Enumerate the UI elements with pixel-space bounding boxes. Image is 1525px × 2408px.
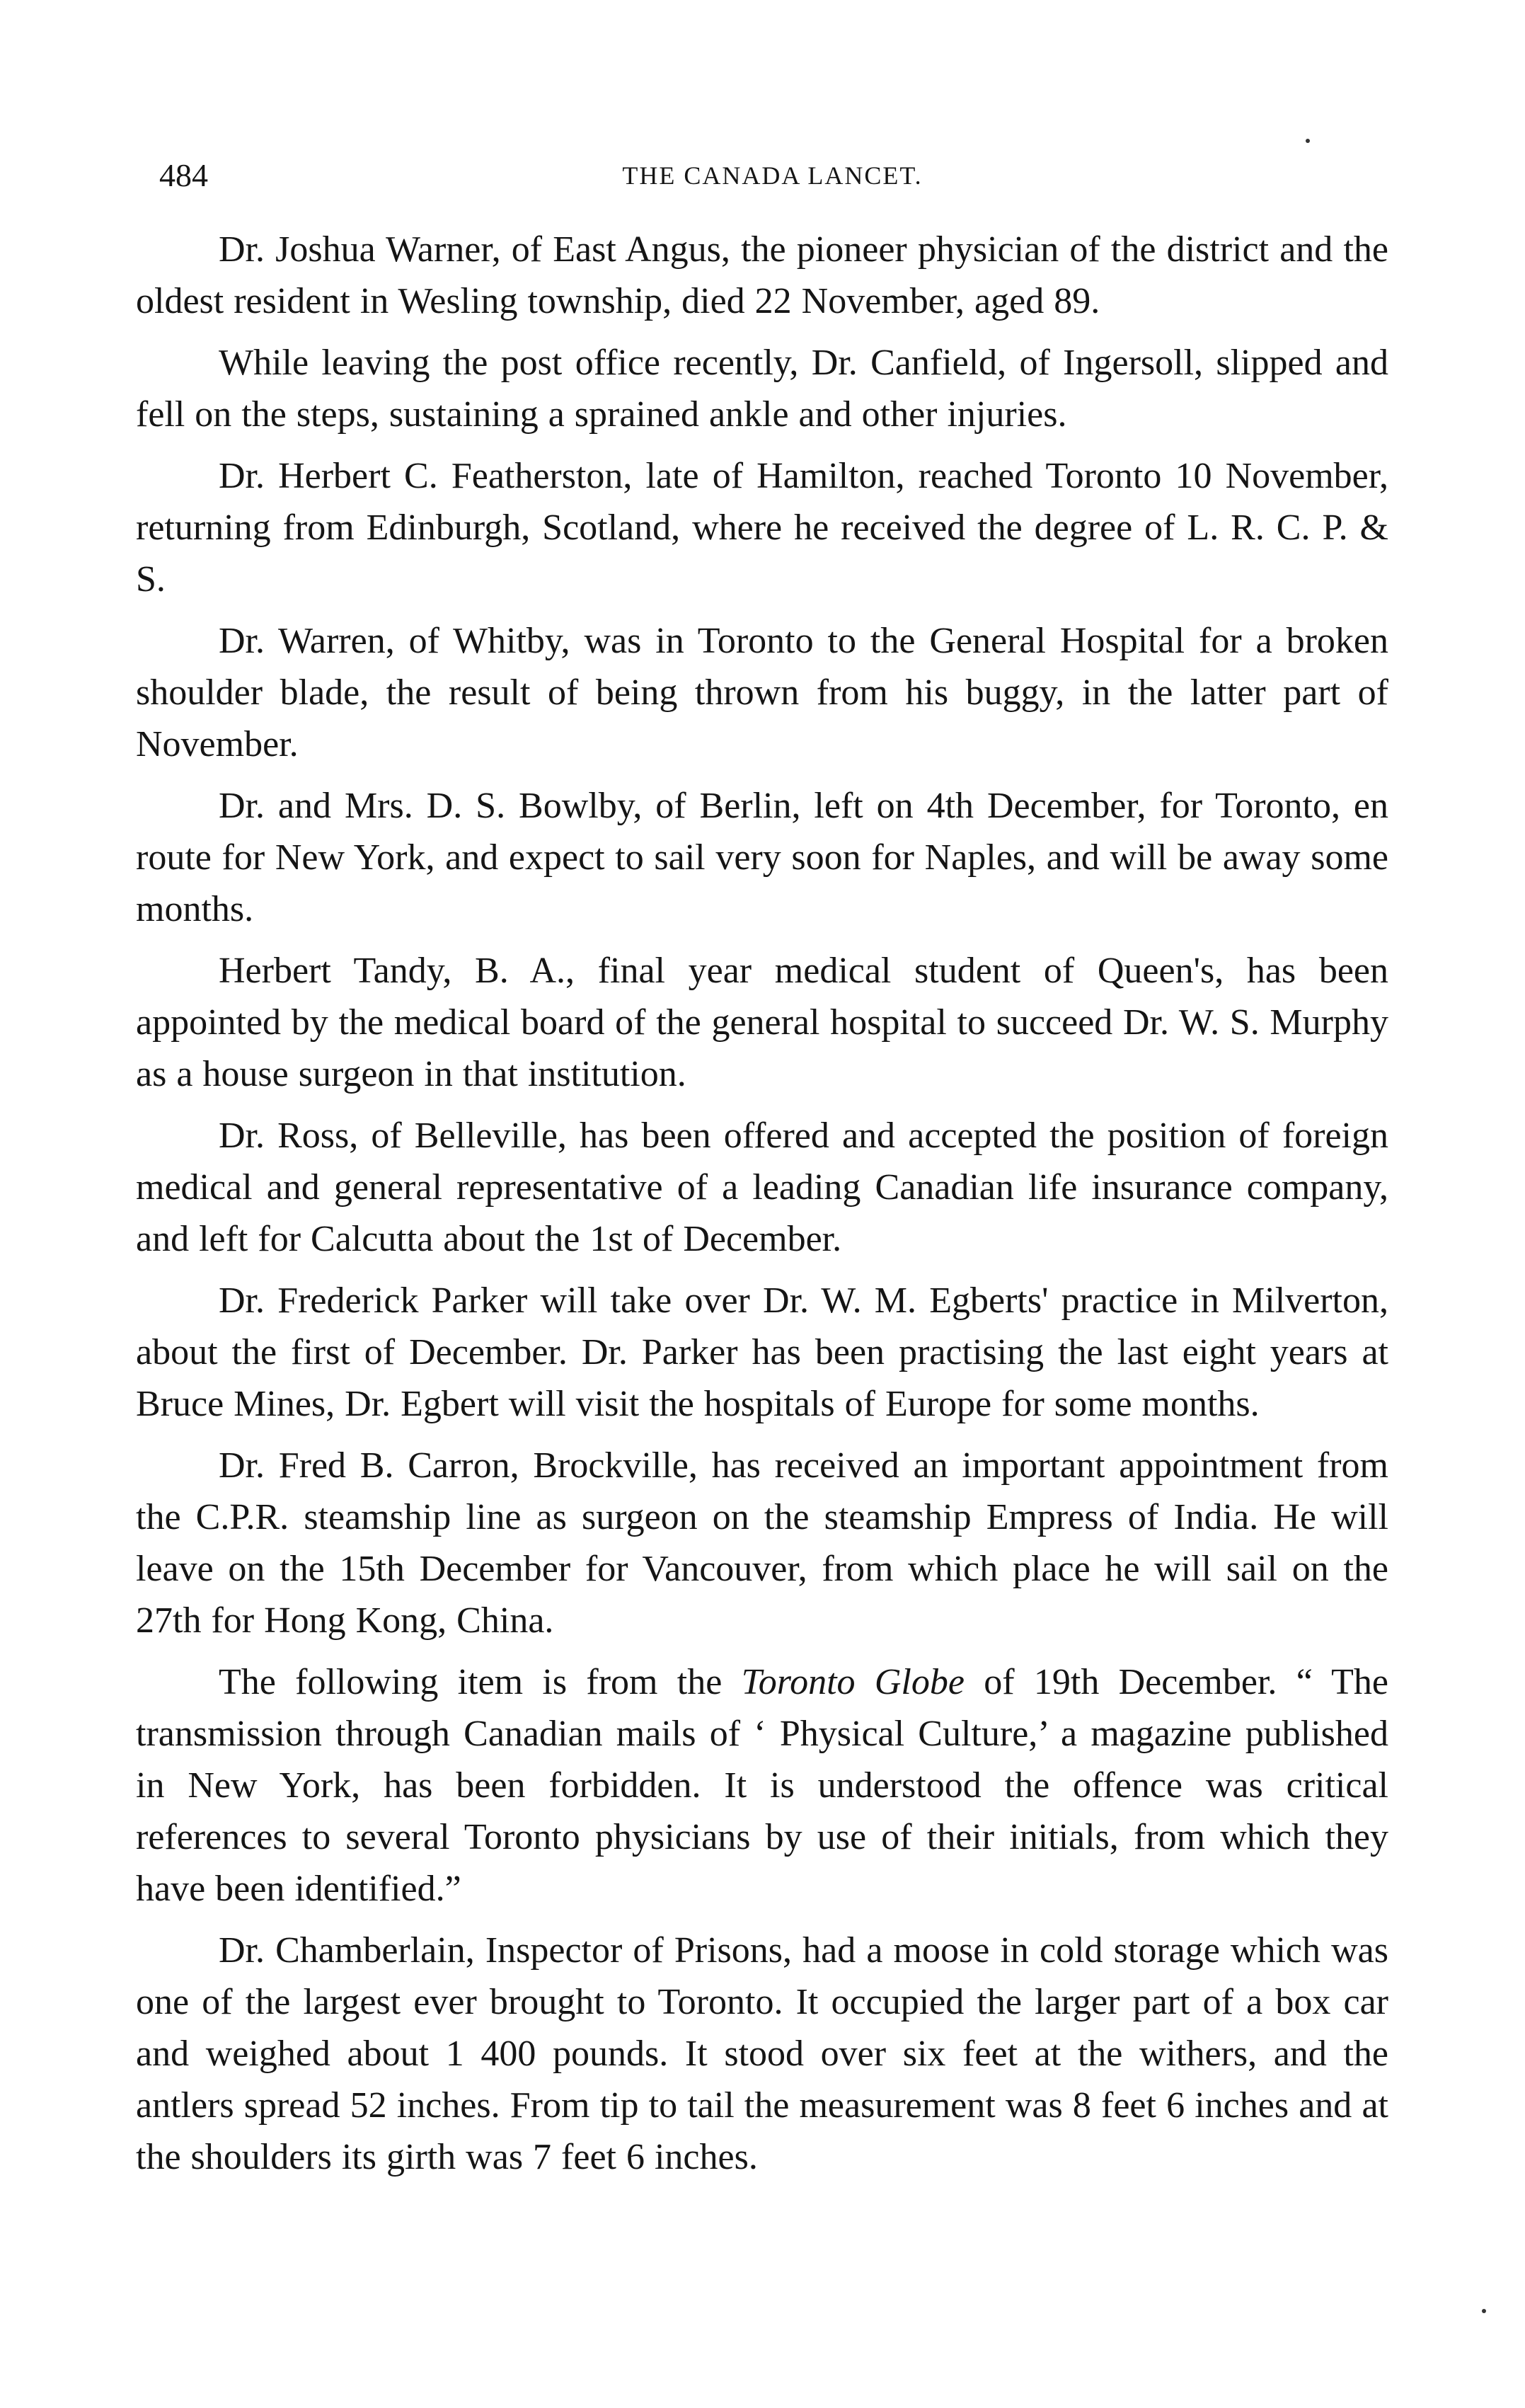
- print-speck: [1306, 139, 1310, 143]
- paragraph-chamberlain: Dr. Chamberlain, Inspector of Prisons, had a moose in cold storage which was one of the largest ever brought to Toronto. It occupied the larger part of a box car and weighed about 1 400 pounds. It stood over six feet at the withers, and the antlers spread 52 inches. From tip to tail the measurement was 8 feet 6 inches and at the shoulders its girth was 7 feet 6 inches.: [136, 1930, 1388, 2177]
- page-number: 484: [159, 157, 208, 193]
- print-speck: [1482, 2309, 1486, 2313]
- paragraph-carron: Dr. Fred B. Carron, Brockville, has received an important appointment from the C.P.R. steamship line as surgeon on the steamship Empress of India. He will leave on the 15th December for Vancouver, from which place he will sail on the 27th for Hong Kong, China.: [136, 1445, 1388, 1641]
- page-header: [159, 154, 1386, 197]
- paragraph-canfield: While leaving the post office recently, Dr. Canfield, of Ingersoll, slipped and fell on the steps, sustaining a sprained ankle and other injuries.: [136, 343, 1388, 435]
- paragraph-parker: Dr. Frederick Parker will take over Dr. W. M. Egberts' practice in Milverton, about the first of December. Dr. Parker has been practising the last eight years at Bruce Mines, Dr. Egbert will visit the hospitals of Europe for some months.: [136, 1280, 1388, 1424]
- paragraph-warren: Dr. Warren, of Whitby, was in Toronto to the General Hospital for a broken shoulder blade, the result of being thrown from his buggy, in the latter part of November.: [136, 621, 1388, 764]
- paragraph-featherston: Dr. Herbert C. Featherston, late of Hamilton, reached Toronto 10 November, returning from Edinburgh, Scotland, where he received the degree of L. R. C. P. & S.: [136, 456, 1388, 600]
- paragraph-ross: Dr. Ross, of Belleville, has been offered and accepted the position of foreign medical and general representative of a leading Canadian life insurance company, and left for Calcutta about the 1st of December.: [136, 1116, 1388, 1259]
- paragraph-tandy: Herbert Tandy, B. A., final year medical student of Queen's, has been appointed by the medical board of the general hospital to succeed Dr. W. S. Murphy as a house surgeon in that institution.: [136, 951, 1388, 1094]
- paragraph-bowlby: Dr. and Mrs. D. S. Bowlby, of Berlin, left on 4th December, for Toronto, en route for New York, and expect to sail very soon for Naples, and will be away some months.: [136, 786, 1388, 929]
- running-head: THE CANADA LANCET.: [622, 161, 923, 190]
- newspaper-title: Toronto Globe: [741, 1662, 965, 1702]
- globe-text-before: The following item is from the: [219, 1662, 742, 1702]
- globe-text-after: of 19th December. “ The transmission through Canadian mails of ‘ Physical Culture,’ a magazine published in New York, has been forbidden. It is understood the offence was critical references to several Toronto physicians by use of their initials, from which they have been identified.”: [136, 1662, 1389, 1909]
- article-body: [136, 224, 1388, 2193]
- paragraph-globe: [136, 1656, 1388, 1915]
- paragraph-warner: Dr. Joshua Warner, of East Angus, the pioneer physician of the district and the oldest resident in Wesling township, died 22 November, aged 89.: [136, 229, 1388, 321]
